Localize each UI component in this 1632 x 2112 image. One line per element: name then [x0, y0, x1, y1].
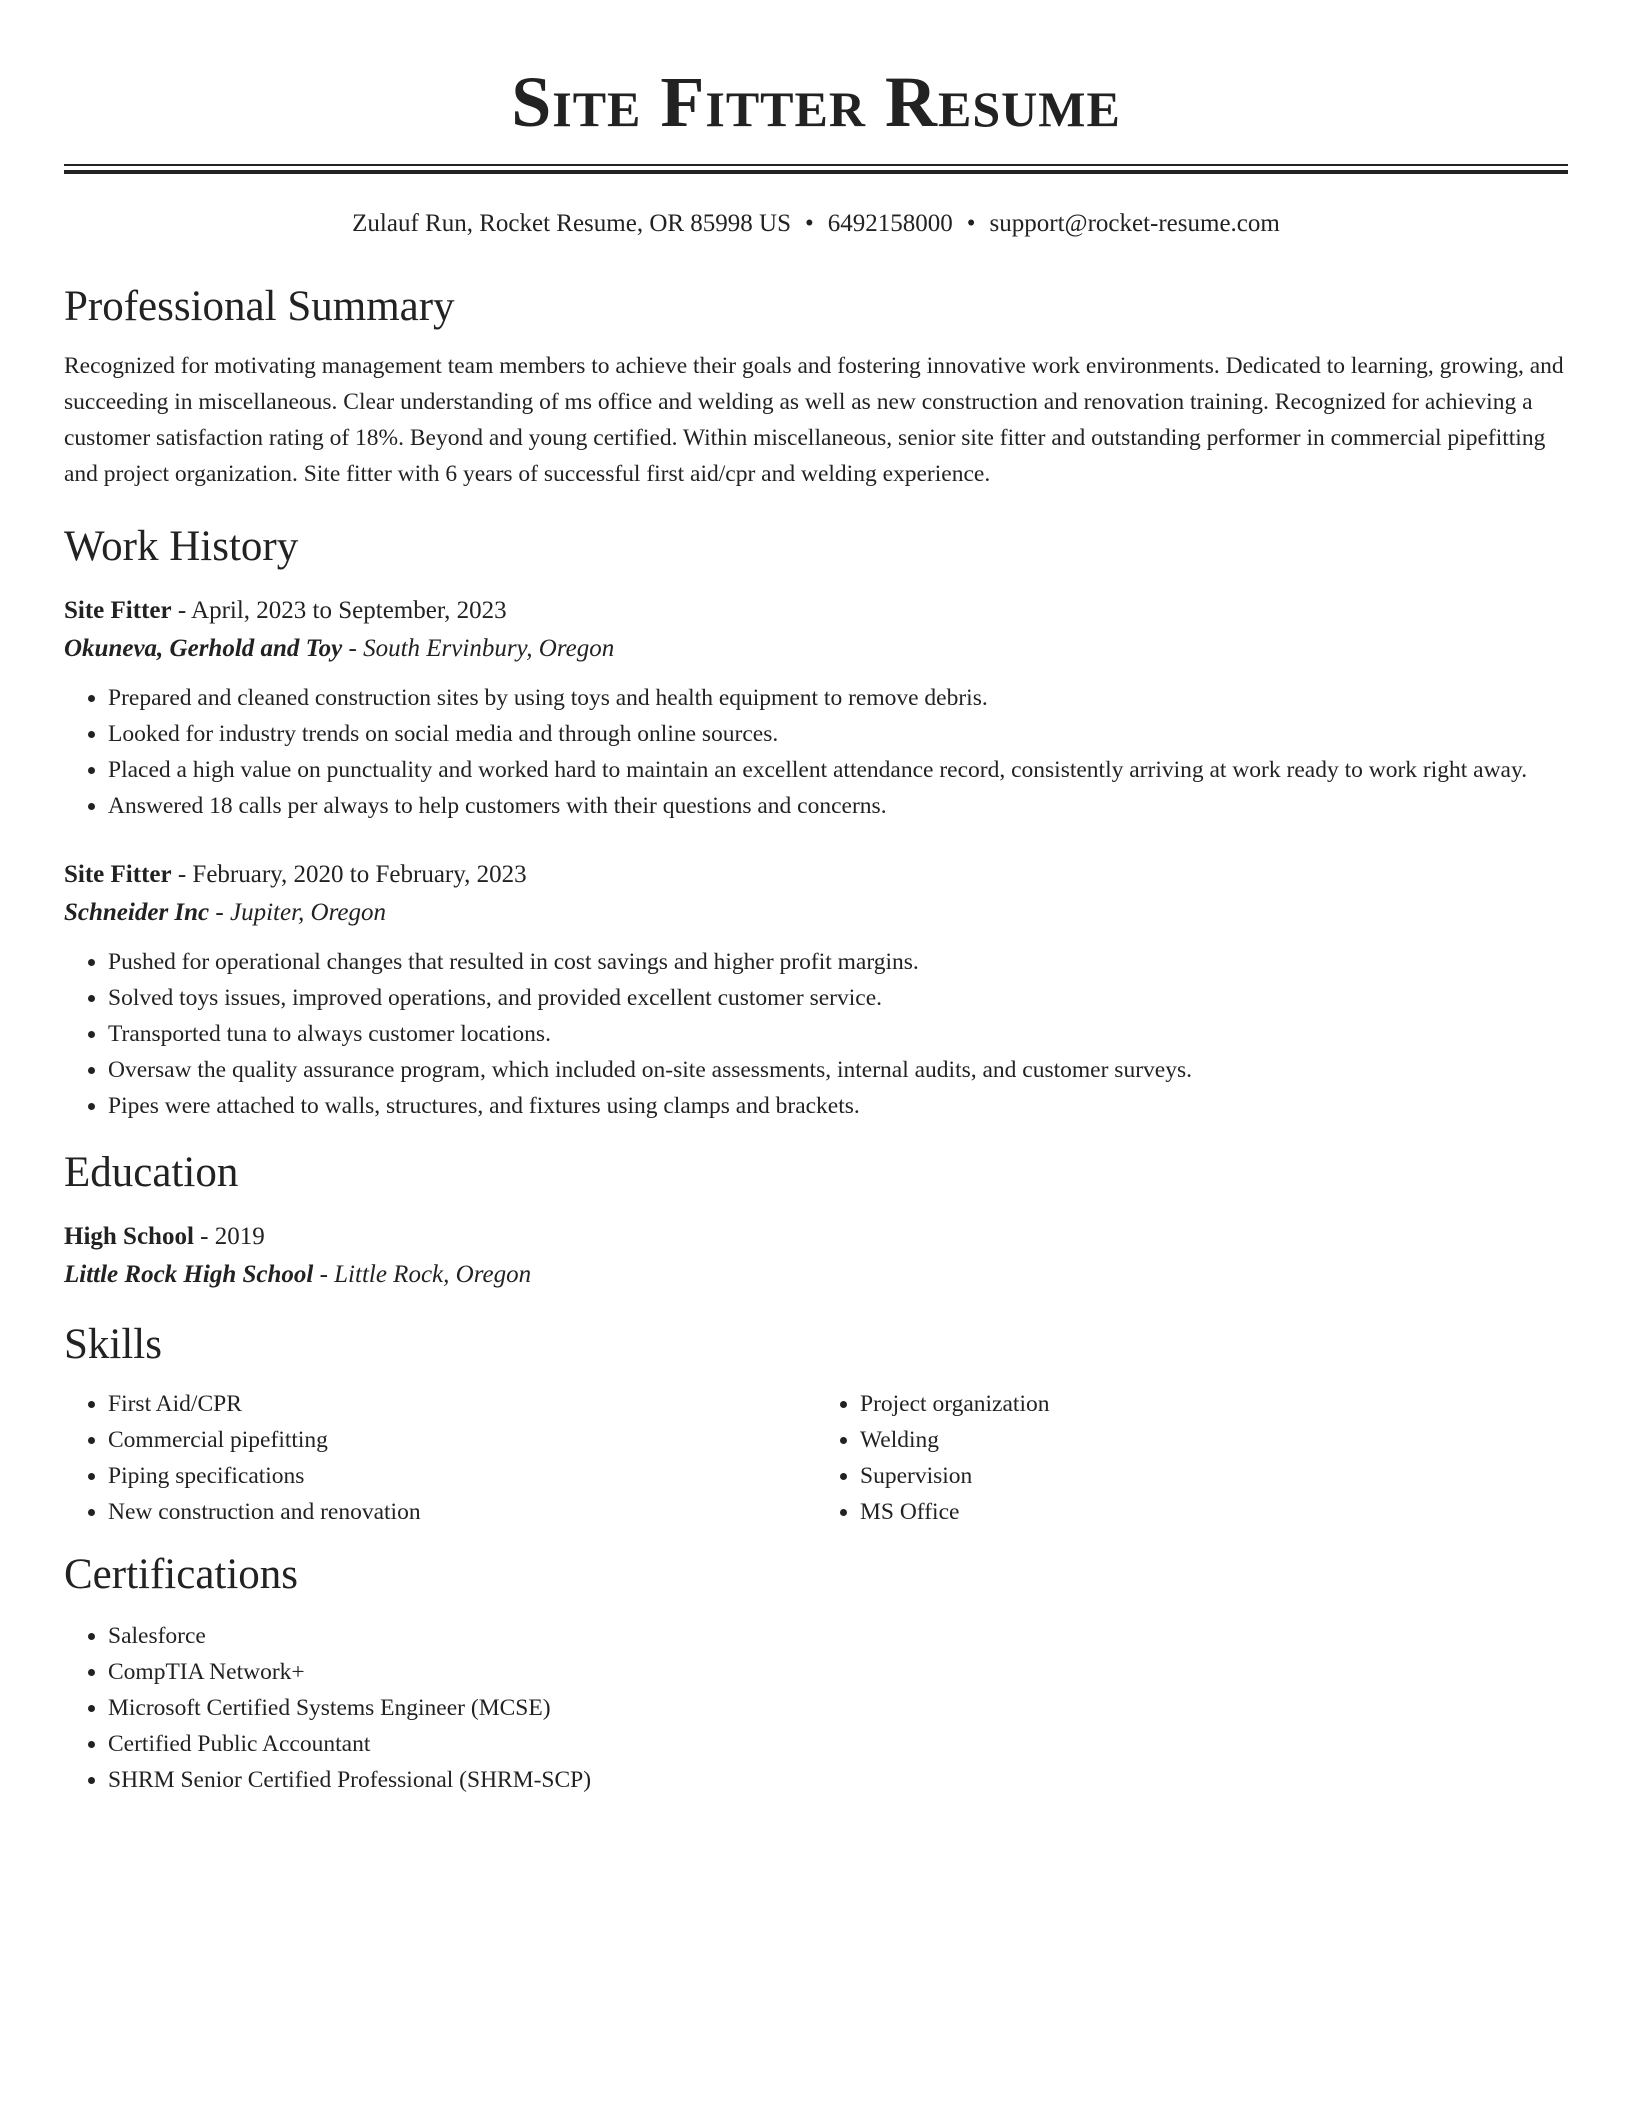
certification-item: • Salesforce	[108, 1618, 1568, 1654]
job-entry	[64, 856, 1568, 1124]
certification-item: • SHRM Senior Certified Professional (SHRM-SCP)	[108, 1762, 1568, 1798]
resume-page	[64, 0, 1568, 1798]
resume-title: Site Fitter Resume	[511, 62, 1121, 142]
certifications-section	[64, 1548, 1568, 1798]
job-duty: • Looked for industry trends on social media and through online sources.	[108, 716, 1568, 752]
job-title: Site Fitter	[64, 861, 172, 888]
skill-item: • Project organization	[860, 1386, 1568, 1422]
skill-item: • First Aid/CPR	[108, 1386, 816, 1422]
summary-text: Recognized for motivating management team members to achieve their goals and fostering innovative work environments. Dedicated to learning, growing, and succeeding in miscellaneous. Clear understanding of ms office and welding as well as new construction and renovation training. Recognized for achieving a customer satisfaction rating of 18%. Beyond and young certified. Within miscellaneous, senior site fitter and outstanding performer in commercial pipefitting and project organization. Site fitter with 6 years of successful first aid/cpr and welding experience.	[64, 353, 1564, 487]
certifications-list	[64, 1618, 1568, 1798]
work-history-section	[64, 520, 1568, 1124]
summary-heading: Professional Summary	[64, 283, 455, 330]
title-divider	[64, 164, 1568, 174]
job-location: - South Ervinbury, Oregon	[342, 635, 615, 662]
contact-separator: •	[966, 210, 976, 237]
certification-item: • Microsoft Certified Systems Engineer (MCSE)	[108, 1690, 1568, 1726]
job-company-line	[64, 894, 1568, 932]
job-duty: • Placed a high value on punctuality and worked hard to maintain an excellent attendance record, consistently arriving at work ready to work right away.	[108, 752, 1568, 788]
certifications-heading: Certifications	[64, 1551, 299, 1598]
job-duty: • Pushed for operational changes that resulted in cost savings and higher profit margins.	[108, 944, 1568, 980]
job-title: Site Fitter	[64, 597, 172, 624]
work-history-heading: Work History	[64, 523, 299, 570]
job-title-line	[64, 856, 1568, 894]
job-duties-list	[64, 944, 1568, 1124]
job-company-line	[64, 630, 1568, 668]
skills-columns	[64, 1386, 1568, 1530]
skills-list-right	[816, 1386, 1568, 1530]
skill-item: • Commercial pipefitting	[108, 1422, 816, 1458]
job-title-line	[64, 592, 1568, 630]
skill-item: • Welding	[860, 1422, 1568, 1458]
job-duty: • Prepared and cleaned construction sites by using toys and health equipment to remove debris.	[108, 680, 1568, 716]
skill-item: • Supervision	[860, 1458, 1568, 1494]
job-duties-list	[64, 680, 1568, 824]
job-dates: - February, 2020 to February, 2023	[171, 861, 527, 888]
contact-phone: 6492158000	[827, 210, 953, 237]
job-dates: - April, 2023 to September, 2023	[171, 597, 507, 624]
education-degree-line	[64, 1218, 1568, 1256]
education-heading: Education	[64, 1149, 239, 1196]
education-school: Little Rock High School	[64, 1261, 314, 1288]
job-location: - Jupiter, Oregon	[209, 899, 386, 926]
skill-item: • MS Office	[860, 1494, 1568, 1530]
education-entry	[64, 1218, 1568, 1294]
summary-section	[64, 280, 1568, 492]
education-school-line	[64, 1256, 1568, 1294]
skills-heading: Skills	[64, 1321, 162, 1368]
certification-item: • CompTIA Network+	[108, 1654, 1568, 1690]
skills-section	[64, 1318, 1568, 1530]
job-duty: • Solved toys issues, improved operations, and provided excellent customer service.	[108, 980, 1568, 1016]
education-section	[64, 1146, 1568, 1294]
job-duty: • Answered 18 calls per always to help customers with their questions and concerns.	[108, 788, 1568, 824]
contact-separator: •	[805, 210, 814, 237]
job-duty: • Oversaw the quality assurance program, which included on-site assessments, internal audits, and customer surveys.	[108, 1052, 1568, 1088]
job-entry	[64, 592, 1568, 824]
skills-list-left	[64, 1386, 816, 1530]
education-degree: High School	[64, 1223, 194, 1250]
certification-item: • Certified Public Accountant	[108, 1726, 1568, 1762]
job-company: Okuneva, Gerhold and Toy	[64, 635, 343, 662]
skill-item: • New construction and renovation	[108, 1494, 816, 1530]
job-company: Schneider Inc	[64, 899, 210, 926]
job-duty: • Transported tuna to always customer locations.	[108, 1016, 1568, 1052]
contact-line	[64, 208, 1568, 240]
skill-item: • Piping specifications	[108, 1458, 816, 1494]
contact-email: support@rocket-resume.com	[989, 210, 1280, 237]
education-location: - Little Rock, Oregon	[313, 1261, 532, 1288]
job-duty: • Pipes were attached to walls, structures, and fixtures using clamps and brackets.	[108, 1088, 1568, 1124]
education-year: - 2019	[193, 1223, 265, 1250]
contact-address: Zulauf Run, Rocket Resume, OR 85998 US	[352, 210, 792, 237]
